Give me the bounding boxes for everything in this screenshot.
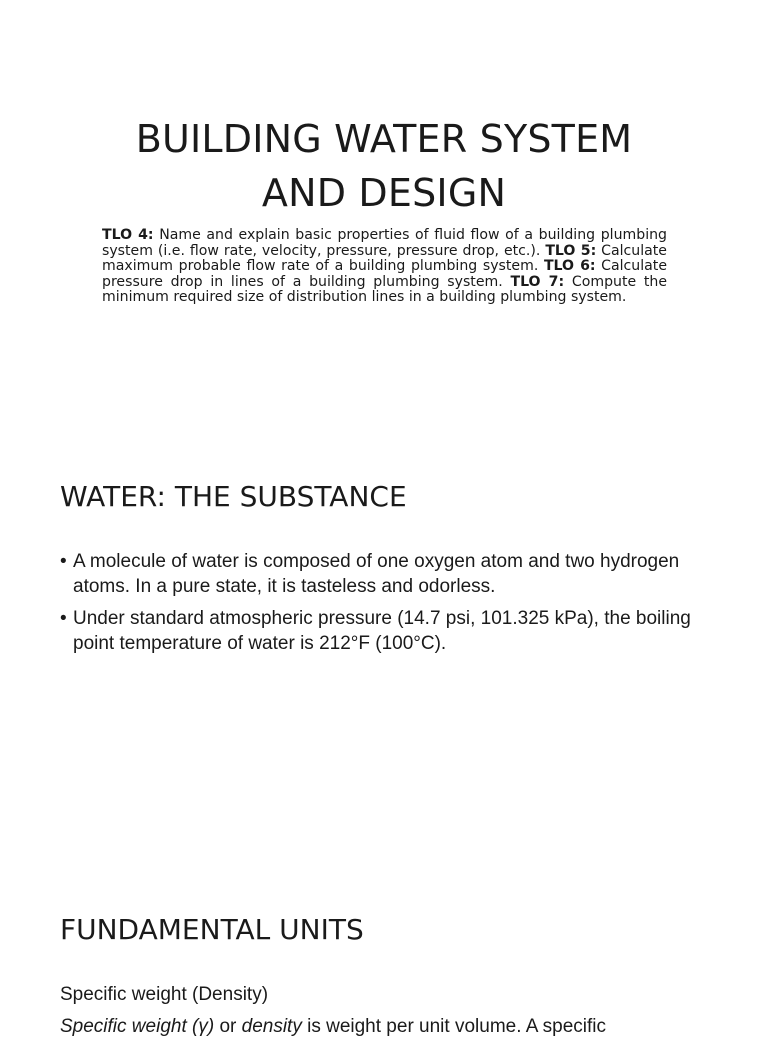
section-heading-units: FUNDAMENTAL UNITS xyxy=(60,913,364,946)
learning-outcomes xyxy=(102,228,667,306)
bullet-icon: • xyxy=(60,608,67,629)
title-line-2: AND DESIGN xyxy=(261,171,507,215)
water-substance-slide xyxy=(0,432,768,864)
tlo-7-label: TLO 7: xyxy=(510,273,565,290)
tlo-5-text: Calculate maximum probable flow rate of a building plumbing system. xyxy=(102,242,667,274)
bullet-text: Under standard atmospheric pressure (14.7 psi, 101.325 kPa), the boiling point temperature of water is 212°F (100°C). xyxy=(73,608,691,654)
definition-text: is weight per unit volume. A specific xyxy=(301,1016,606,1037)
connector-text: or xyxy=(214,1016,242,1037)
tlo-7-text: Compute the minimum required size of distribution lines in a building plumbing system. xyxy=(102,273,667,305)
tlo-4-text: Name and explain basic properties of fluid flow of a building plumbing system (i.e. flow rate, velocity, pressure, pressure drop, etc.). xyxy=(102,227,667,259)
tlo-4-label: TLO 4: xyxy=(102,227,154,243)
tlo-6-text: Calculate pressure drop in lines of a building plumbing system. xyxy=(102,258,667,290)
subheading-specific-weight: Specific weight (Density) xyxy=(60,984,269,1005)
term-density: density xyxy=(241,1016,302,1037)
tlo-6-label: TLO 6: xyxy=(543,258,596,274)
partial-definition-line xyxy=(60,1014,606,1039)
list-item xyxy=(60,549,720,599)
list-item xyxy=(60,606,720,656)
bullet-list xyxy=(60,549,720,663)
bullet-icon: • xyxy=(60,551,67,572)
title-slide xyxy=(0,0,768,432)
section-heading-water: WATER: THE SUBSTANCE xyxy=(60,480,407,513)
page-title xyxy=(0,112,768,220)
bullet-text: A molecule of water is composed of one oxygen atom and two hydrogen atoms. In a pure state, it is tasteless and odorless. xyxy=(73,551,680,597)
fundamental-units-slide xyxy=(0,864,768,1037)
term-specific-weight: Specific weight (γ) xyxy=(60,1016,215,1037)
tlo-5-label: TLO 5: xyxy=(545,242,597,259)
title-line-1: BUILDING WATER SYSTEM xyxy=(135,117,633,161)
